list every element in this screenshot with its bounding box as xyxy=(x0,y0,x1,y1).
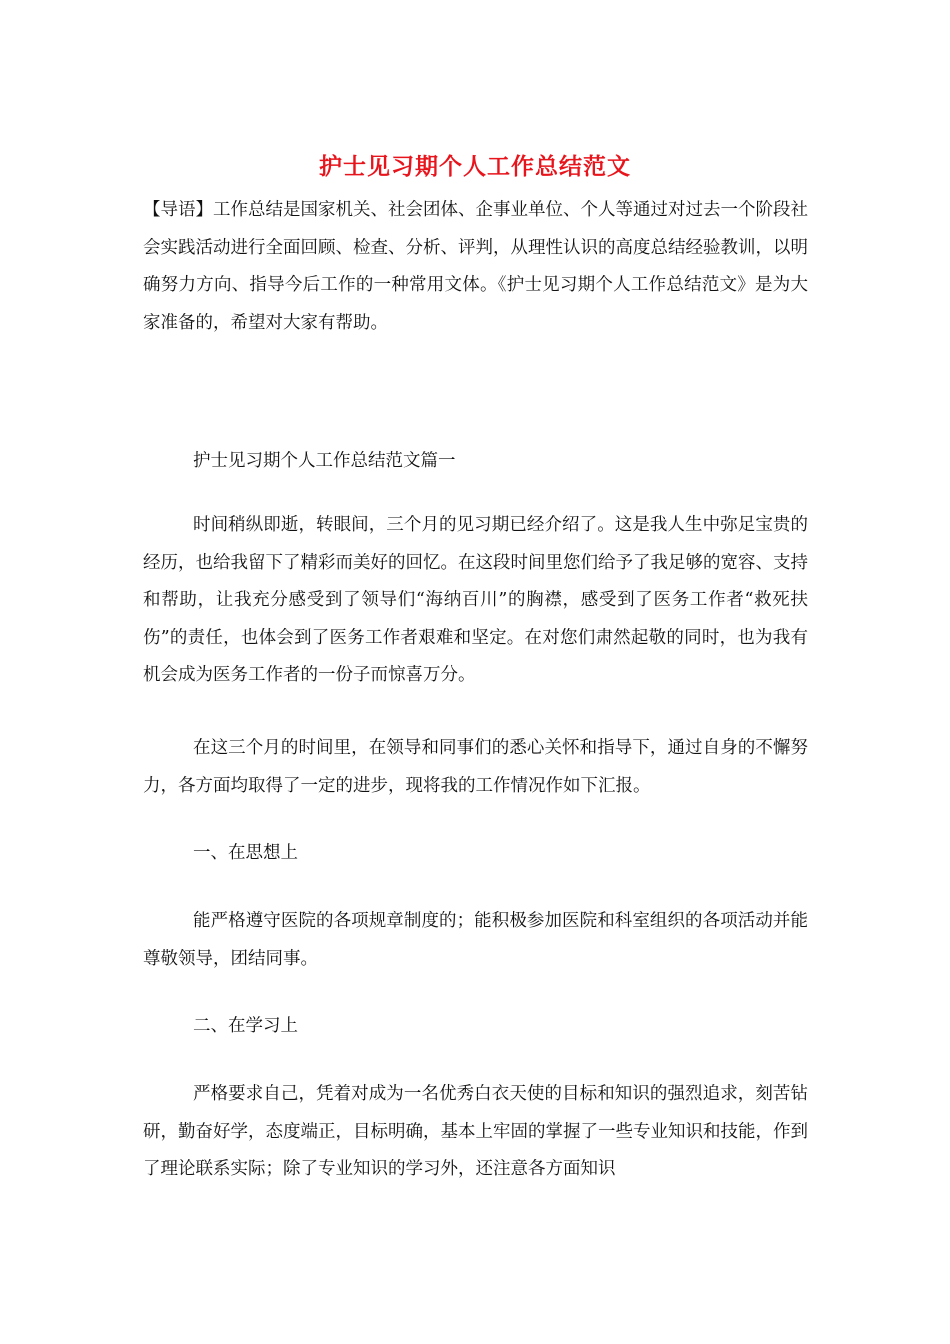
essay-heading: 护士见习期个人工作总结范文篇一 xyxy=(193,451,456,471)
section-body-study: 严格要求自己，凭着对成为一名优秀白衣天使的目标和知识的强烈追求，刻苦钻研，勤奋好学，态度端正，目标明确，基本上牢固的掌握了一些专业知识和技能，作到了理论联系实际；除了专业知识的学习外，还注意各方面知识 xyxy=(143,1084,808,1179)
section-heading-study: 二、在学习上 xyxy=(193,1016,298,1036)
intro-paragraph: 【导语】工作总结是国家机关、社会团体、企事业单位、个人等通过对过去一个阶段社会实践活动进行全面回顾、检查、分析、评判，从理性认识的高度总结经验教训，以明确努力方向、指导今后工作的一种常用文体。《护士见习期个人工作总结范文》是为大家准备的，希望对大家有帮助。 xyxy=(143,200,808,333)
body-paragraph: 时间稍纵即逝，转眼间，三个月的见习期已经介绍了。这是我人生中弥足宝贵的经历，也给我留下了精彩而美好的回忆。在这段时间里您们给予了我足够的宽容、支持和帮助，让我充分感受到了领导们“海纳百川”的胸襟，感受到了医务工作者“救死扶伤”的责任，也体会到了医务工作者艰难和坚定。在对您们肃然起敬的同时，也为我有机会成为医务工作者的一份子而惊喜万分。 xyxy=(143,515,808,685)
section-heading-thought: 一、在思想上 xyxy=(193,843,298,863)
section-body-thought: 能严格遵守医院的各项规章制度的；能积极参加医院和科室组织的各项活动并能尊敬领导，团结同事。 xyxy=(143,911,808,969)
document-title: 护士见习期个人工作总结范文 xyxy=(319,153,631,180)
body-paragraph: 在这三个月的时间里，在领导和同事们的悉心关怀和指导下，通过自身的不懈努力，各方面均取得了一定的进步，现将我的工作情况作如下汇报。 xyxy=(143,738,808,796)
